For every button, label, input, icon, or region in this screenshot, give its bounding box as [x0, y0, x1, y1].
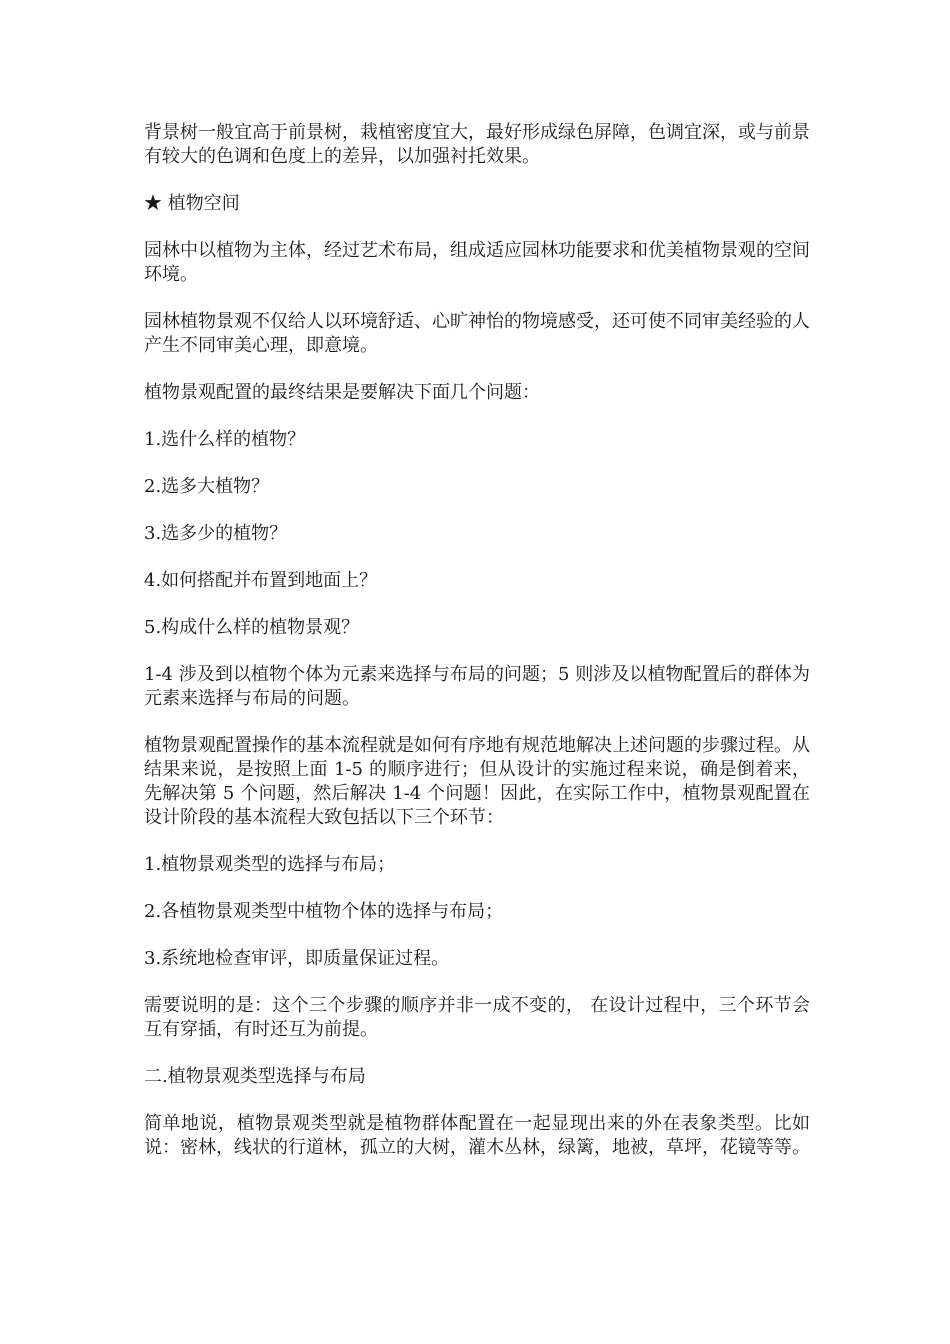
heading-plant-space: ★ 植物空间 [144, 193, 240, 214]
list-item-step-2: 2.各植物景观类型中植物个体的选择与布局； [144, 901, 504, 922]
list-item-question-1: 1.选什么样的植物？ [144, 429, 306, 450]
list-item-step-3: 3.系统地检查审评，即质量保证过程。 [144, 948, 450, 969]
paragraph-questions-intro: 植物景观配置的最终结果是要解决下面几个问题： [144, 382, 540, 403]
paragraph-artistic-conception: 园林植物景观不仅给人以环境舒适、心旷神怡的物境感受，还可使不同审美经验的人产生不同审美心理，即意境。 [144, 311, 810, 356]
section-heading-landscape-types: 二.植物景观类型选择与布局 [144, 1066, 366, 1087]
paragraph-basic-workflow: 植物景观配置操作的基本流程就是如何有序地有规范地解决上述问题的步骤过程。从结果来说，是按照上面 1-5 的顺序进行；但从设计的实施过程来说，确是倒着来，先解决第 5 个问题，然后解决 1-4 个问题！因此，在实际工作中，植物景观配置在设计阶段的基本流程大致包括以下三个环节： [144, 735, 810, 828]
list-item-question-4: 4.如何搭配并布置到地面上？ [144, 570, 378, 591]
document-body [144, 121, 810, 1183]
list-item-question-2: 2.选多大植物？ [144, 476, 270, 497]
list-item-step-1: 1.植物景观类型的选择与布局； [144, 854, 396, 875]
list-item-question-3: 3.选多少的植物？ [144, 523, 288, 544]
paragraph-steps-note: 需要说明的是：这个三个步骤的顺序并非一成不变的， 在设计过程中，三个环节会互有穿插，有时还互为前提。 [144, 995, 810, 1040]
paragraph-background-trees: 背景树一般宜高于前景树，栽植密度宜大，最好形成绿色屏障，色调宜深，或与前景有较大的色调和色度上的差异，以加强衬托效果。 [144, 122, 810, 167]
paragraph-question-groups: 1-4 涉及到以植物个体为元素来选择与布局的问题；5 则涉及以植物配置后的群体为元素来选择与布局的问题。 [144, 664, 810, 709]
paragraph-plant-space-definition: 园林中以植物为主体，经过艺术布局，组成适应园林功能要求和优美植物景观的空间环境。 [144, 240, 810, 285]
paragraph-landscape-types-definition: 简单地说，植物景观类型就是植物群体配置在一起显现出来的外在表象类型。比如说：密林，线状的行道林，孤立的大树，灌木丛林，绿篱，地被，草坪，花镜等等。 [144, 1113, 810, 1158]
list-item-question-5: 5.构成什么样的植物景观？ [144, 617, 360, 638]
